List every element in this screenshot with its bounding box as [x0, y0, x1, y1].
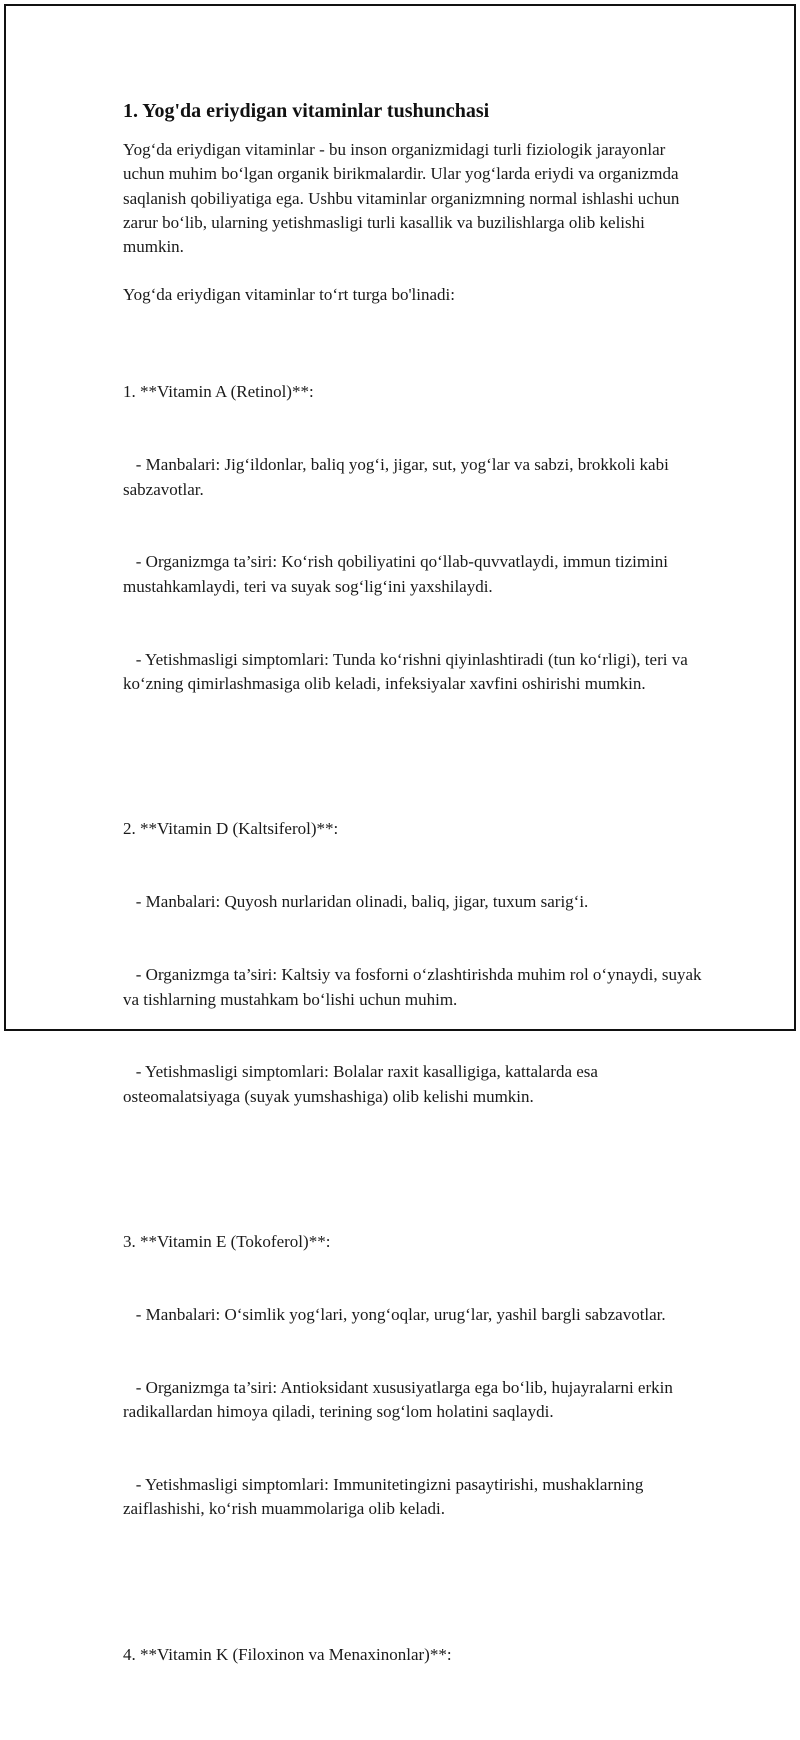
vitamin-effect: - Organizmga ta’siri: Antioksidant xususiyatlarga ega bo‘lib, hujayralarni erkin radikallardan himoya qiladi, terining sog‘lom holatini saqlaydi.	[123, 1377, 678, 1422]
vitamin-heading: 3. **Vitamin E (Tokoferol)**:	[123, 1232, 331, 1252]
vitamin-a-section	[123, 332, 703, 745]
vitamin-deficiency: - Yetishmasligi simptomlari: Immunitetingizni pasaytirishi, mushaklarning zaiflashishi, ko‘rish muammolariga olib keladi.	[123, 1475, 648, 1519]
vitamin-heading: 1. **Vitamin A (Retinol)**:	[123, 382, 314, 402]
vitamin-d-section	[123, 769, 706, 1158]
vitamin-effect: - Organizmga ta’siri: Ko‘rish qobiliyatini qo‘llab-quvvatlaydi, immun tizimini mustahkamlaydi, teri va suyak sog‘lig‘ini yaxshilaydi.	[123, 552, 673, 596]
vitamin-heading: 2. **Vitamin D (Kaltsiferol)**:	[123, 819, 339, 839]
document-title: 1. Yog'da eriydigan vitaminlar tushunchasi	[123, 100, 490, 122]
vitamin-heading: 4. **Vitamin K (Filoxinon va Menaxinonlar)**:	[123, 1644, 452, 1664]
vitamin-deficiency: - Yetishmasligi simptomlari: Bolalar raxit kasalligiga, kattalarda esa osteomalatsiyaga (suyak yumshashiga) olib kelishi mumkin.	[123, 1062, 603, 1106]
vitamin-k-section	[123, 1594, 703, 1715]
vitamin-deficiency: - Yetishmasligi simptomlari: Tunda ko‘rishni qiyinlashtiradi (tun ko‘rligi), teri va ko‘zning qimirlashmasiga olib keladi, infeksiyalar xavfini oshirishi mumkin.	[123, 649, 693, 693]
page-frame	[4, 4, 796, 1664]
intro-paragraph: Yog‘da eriydigan vitaminlar - bu inson organizmidagi turli fiziologik jarayonlar uchun muhim bo‘lgan organik birikmalardir. Ular yog‘larda eriydi va organizmda saqlanish qobiliyatiga ega. Ushbu vitaminlar organizmning normal ishlashi uchun zarur bo‘lib, ularning yetishmasligi turli kasallik va buzilishlarga olib kelishi mumkin.	[123, 140, 684, 257]
vitamin-effect: - Organizmga ta’siri: Kaltsiy va fosforni o‘zlashtirishda muhim rol o‘ynaydi, suyak va tishlarning mustahkam bo‘lishi uchun muhim.	[123, 965, 706, 1009]
vitamin-sources: - Manbalari: O‘simlik yog‘lari, yong‘oqlar, urug‘lar, yashil bargli sabzavotlar.	[123, 1305, 666, 1325]
document-body	[123, 98, 706, 1740]
vitamin-sources: - Manbalari: Jig‘ildonlar, baliq yog‘i, jigar, sut, yog‘lar va sabzi, brokkoli kabi sabzavotlar.	[123, 455, 674, 499]
vitamin-sources: - Manbalari: Quyosh nurlaridan olinadi, baliq, jigar, tuxum sarig‘i.	[123, 892, 589, 912]
division-paragraph: Yog‘da eriydigan vitaminlar to‘rt turga bo'linadi:	[123, 285, 455, 305]
vitamin-e-section	[123, 1182, 703, 1571]
